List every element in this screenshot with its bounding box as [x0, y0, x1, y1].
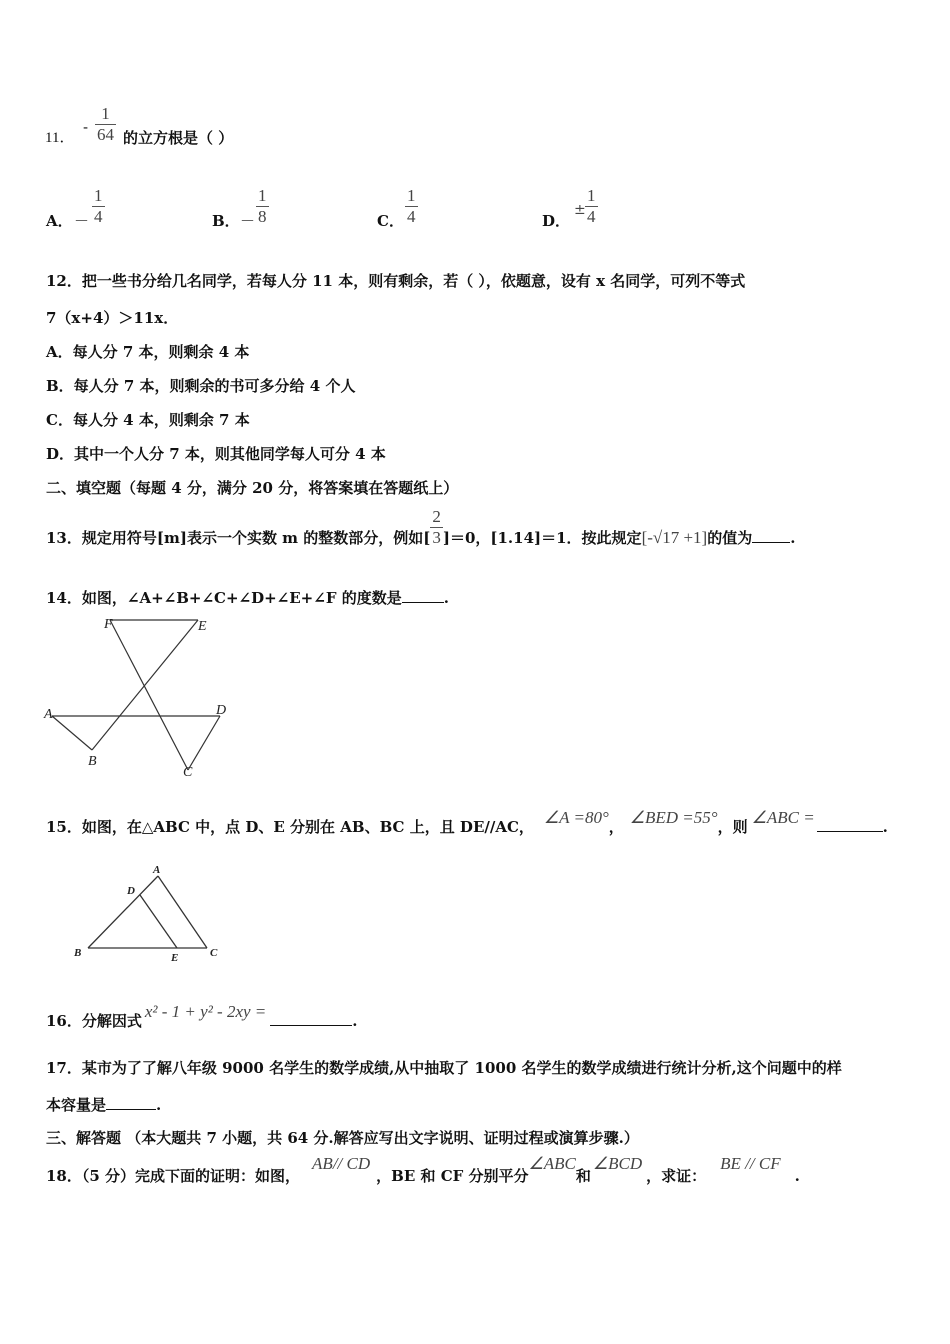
- q13-fraction: [430, 507, 443, 548]
- q17-line1: 17．某市为了了解八年级 9000 名学生的数学成绩,从中抽取了 1000 名学生的数学成绩进行统计分析,这个问题中的样: [46, 1059, 842, 1077]
- q11-option-a-sign: －: [74, 212, 90, 230]
- q18-expr-ab-cd: AB// CD: [312, 1154, 371, 1173]
- q18-expr-be-cf: BE // CF: [720, 1154, 781, 1173]
- q15-answer-blank[interactable]: [817, 817, 883, 832]
- q11-option-a-fraction: [92, 186, 105, 227]
- q14-label-f: F: [104, 617, 113, 632]
- q15-sep: ，: [608, 818, 624, 836]
- q15-angle-a: ∠A =80°: [543, 808, 609, 827]
- q13-part3: 的值为: [707, 529, 753, 547]
- q14-segment-cd: [188, 716, 220, 770]
- q11-text: 的立方根是（ ）: [123, 129, 234, 147]
- q18-part1: 18．（5 分）完成下面的证明：如图，: [46, 1167, 301, 1185]
- q11-frac-den: 64: [97, 125, 114, 144]
- q11-option-a-label: A．: [46, 212, 73, 230]
- q18-part4: ，求证：: [646, 1167, 707, 1185]
- q13-expression: [-√17 +1]: [641, 528, 708, 547]
- q16-expression: x² - 1 + y² - 2xy =: [144, 1002, 267, 1021]
- q14-segment-fc: [110, 620, 188, 770]
- q15-segment-de: [140, 895, 177, 948]
- q15-label-e: E: [171, 952, 179, 964]
- q11-option-d-label: D．: [542, 212, 571, 230]
- q17-end: .: [156, 1096, 162, 1114]
- q15-figure: [68, 860, 238, 970]
- q16-end: .: [352, 1012, 358, 1030]
- q11-option-d-num: 1: [587, 186, 596, 205]
- q11-option-d-fraction: [585, 186, 598, 227]
- q17-text: 本容量是: [46, 1096, 107, 1114]
- q13-part2: ]＝0，[1.14]＝1．按此规定: [442, 529, 642, 547]
- q15-line: [46, 808, 888, 837]
- q15-text: 15．如图，在△ABC 中，点 D、E 分别在 AB、BC 上，且 DE//AC，: [46, 818, 534, 836]
- q14-end: .: [443, 589, 449, 607]
- q13-answer-blank[interactable]: [752, 528, 790, 543]
- q12-option-c[interactable]: C．每人分 4 本，则剩余 7 本: [46, 411, 250, 429]
- q15-label-d: D: [127, 885, 135, 897]
- q14-segment-ab: [52, 716, 92, 750]
- q11-option-b-fraction: [256, 186, 269, 227]
- q11-option-d-sign: ±: [574, 202, 586, 218]
- q15-end: .: [882, 818, 888, 836]
- q12-option-a[interactable]: A．每人分 7 本，则剩余 4 本: [46, 343, 250, 361]
- q11-option-c-label: C．: [377, 212, 404, 230]
- q17-answer-blank[interactable]: [106, 1095, 156, 1110]
- q11-option-d-den: 4: [587, 207, 596, 226]
- q14-segment-be: [92, 620, 198, 750]
- q16-text: 16．分解因式: [46, 1012, 142, 1030]
- q13-frac-num: 2: [432, 506, 441, 526]
- q14-label-b: B: [88, 754, 97, 769]
- q12-option-b[interactable]: B．每人分 7 本，则剩余的书可多分给 4 个人: [46, 377, 356, 395]
- q18-part3: 和: [575, 1167, 591, 1185]
- q13-line: [46, 506, 796, 548]
- q15-label-a: A: [153, 864, 161, 876]
- q14-line: [46, 588, 449, 608]
- q11-option-b-den: 8: [258, 207, 267, 226]
- q15-segment-ab: [88, 876, 158, 948]
- q18-expr-abc: ∠ABC: [528, 1154, 576, 1173]
- q11-option-b-num: 1: [258, 186, 267, 205]
- q14-label-d: D: [216, 703, 227, 718]
- section3-heading: 三、解答题 （本大题共 7 小题，共 64 分.解答应写出文字说明、证明过程或演算步骤.）: [46, 1129, 639, 1147]
- q14-answer-blank[interactable]: [402, 588, 444, 603]
- q13-part1: 13．规定用符号[m]表示一个实数 m 的整数部分，例如[: [46, 529, 431, 547]
- q14-label-c: C: [183, 765, 193, 780]
- q11-option-c-den: 4: [407, 207, 416, 226]
- q18-expr-bcd: ∠BCD: [592, 1154, 643, 1173]
- q15-then: ，则: [717, 818, 748, 836]
- q11-frac-num: 1: [101, 104, 110, 123]
- q11-sign: -: [83, 118, 89, 136]
- q11-option-c-fraction: [405, 186, 418, 227]
- q11-option-b-sign: －: [240, 212, 256, 230]
- q17-line2: [46, 1095, 161, 1115]
- q16-answer-blank[interactable]: [270, 1011, 352, 1026]
- q12-line2: 7（x+4）＞11x．: [46, 309, 179, 327]
- q18-line: [46, 1154, 800, 1186]
- q15-label-c: C: [210, 947, 218, 959]
- section2-heading: 二、填空题（每题 4 分，满分 20 分，将答案填在答题纸上）: [46, 479, 459, 497]
- q11-option-c-num: 1: [407, 186, 416, 205]
- q15-angle-bed: ∠BED =55°: [629, 808, 718, 827]
- q13-end: .: [790, 529, 796, 547]
- q11-fraction: [95, 104, 116, 145]
- q11-number: 11．: [45, 130, 75, 146]
- q15-label-b: B: [74, 947, 82, 959]
- q11-option-a-num: 1: [94, 186, 103, 205]
- q14-label-e: E: [198, 619, 207, 634]
- q12-option-d[interactable]: D．其中一个人分 7 本，则其他同学每人可分 4 本: [46, 445, 386, 463]
- q12-line1: 12．把一些书分给几名同学，若每人分 11 本，则有剩余，若（ ），依题意，设有 x 名同学，可列不等式: [46, 272, 746, 290]
- q14-text: 14．如图，∠A+∠B+∠C+∠D+∠E+∠F 的度数是: [46, 589, 402, 607]
- q18-end: .: [794, 1167, 800, 1185]
- q18-part2: ，BE 和 CF 分别平分: [376, 1167, 529, 1185]
- q15-angle-abc: ∠ABC =: [751, 808, 815, 827]
- q13-frac-den: 3: [432, 527, 441, 547]
- q14-figure: [40, 612, 240, 782]
- q16-line: [46, 1002, 358, 1031]
- q11-option-b-label: B．: [212, 212, 240, 230]
- q15-segment-ac: [158, 876, 207, 948]
- q11-option-a-den: 4: [94, 207, 103, 226]
- q14-label-a: A: [44, 707, 53, 722]
